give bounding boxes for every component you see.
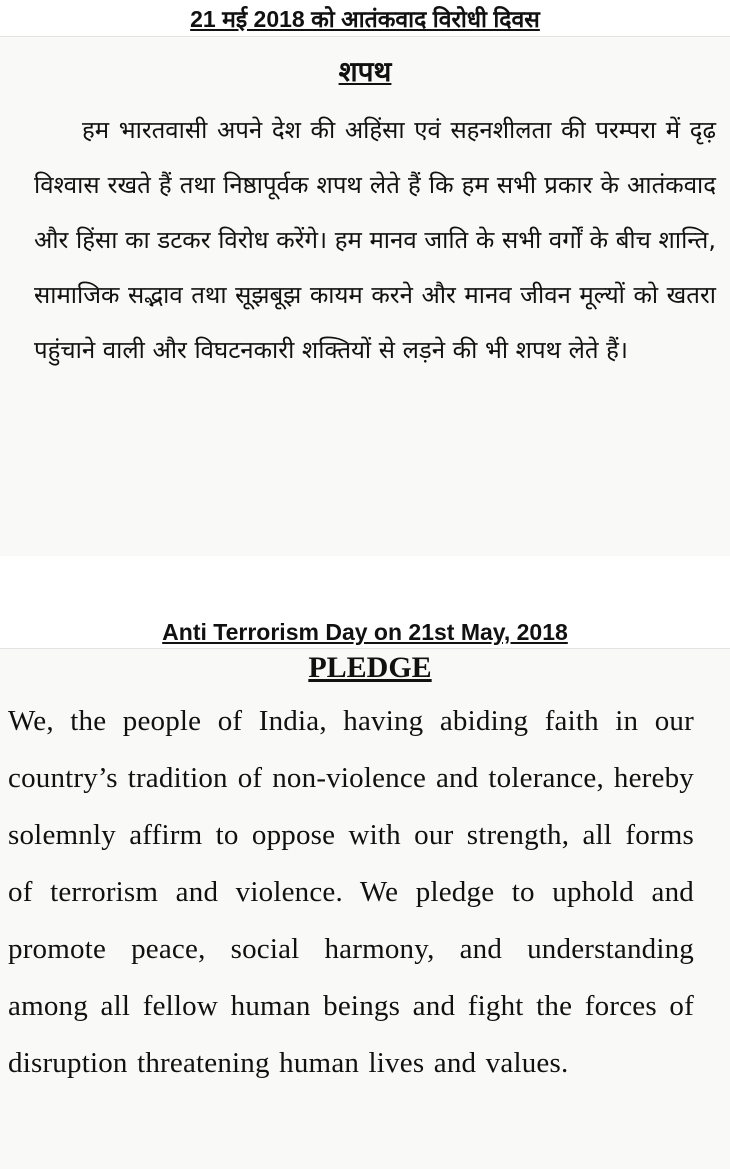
section-divider <box>0 556 730 616</box>
hindi-pledge-text: हम भारतवासी अपने देश की अहिंसा एवं सहनशीलता की परम्परा में दृढ़ विश्वास रखते हैं तथा निष्ठापूर्वक शपथ लेते हैं कि हम सभी प्रकार के आतंकवाद और हिंसा का डटकर विरोध करेंगे। हम मानव जाति के सभी वर्गों के बीच शान्ति, सामाजिक सद्भाव तथा सूझबूझ कायम करने और मानव जीवन मूल्यों को खतरा पहुंचाने वाली और विघटनकारी शक्तियों से लड़ने की भी शपथ लेते हैं। <box>34 116 716 364</box>
hindi-pledge-scan <box>0 36 730 556</box>
hindi-pledge-title: शपथ <box>338 55 392 88</box>
hindi-section <box>0 0 730 556</box>
english-section <box>0 616 730 1169</box>
english-heading: Anti Terrorism Day on 21st May, 2018 <box>162 619 568 645</box>
english-pledge-text: We, the people of India, having abiding faith in our country’s tradition of non-violence and tolerance, hereby solemnly affirm to oppose with our strength, all forms of terrorism and violence. We pledge to uphold and promote peace, social harmony, and understanding among all fellow human beings and fight the forces of disruption threatening human lives and values. <box>8 705 694 1079</box>
english-pledge-title: PLEDGE <box>308 651 432 684</box>
hindi-heading: 21 मई 2018 को आतंकवाद विरोधी दिवस <box>190 6 540 32</box>
english-pledge-scan <box>0 648 730 1169</box>
